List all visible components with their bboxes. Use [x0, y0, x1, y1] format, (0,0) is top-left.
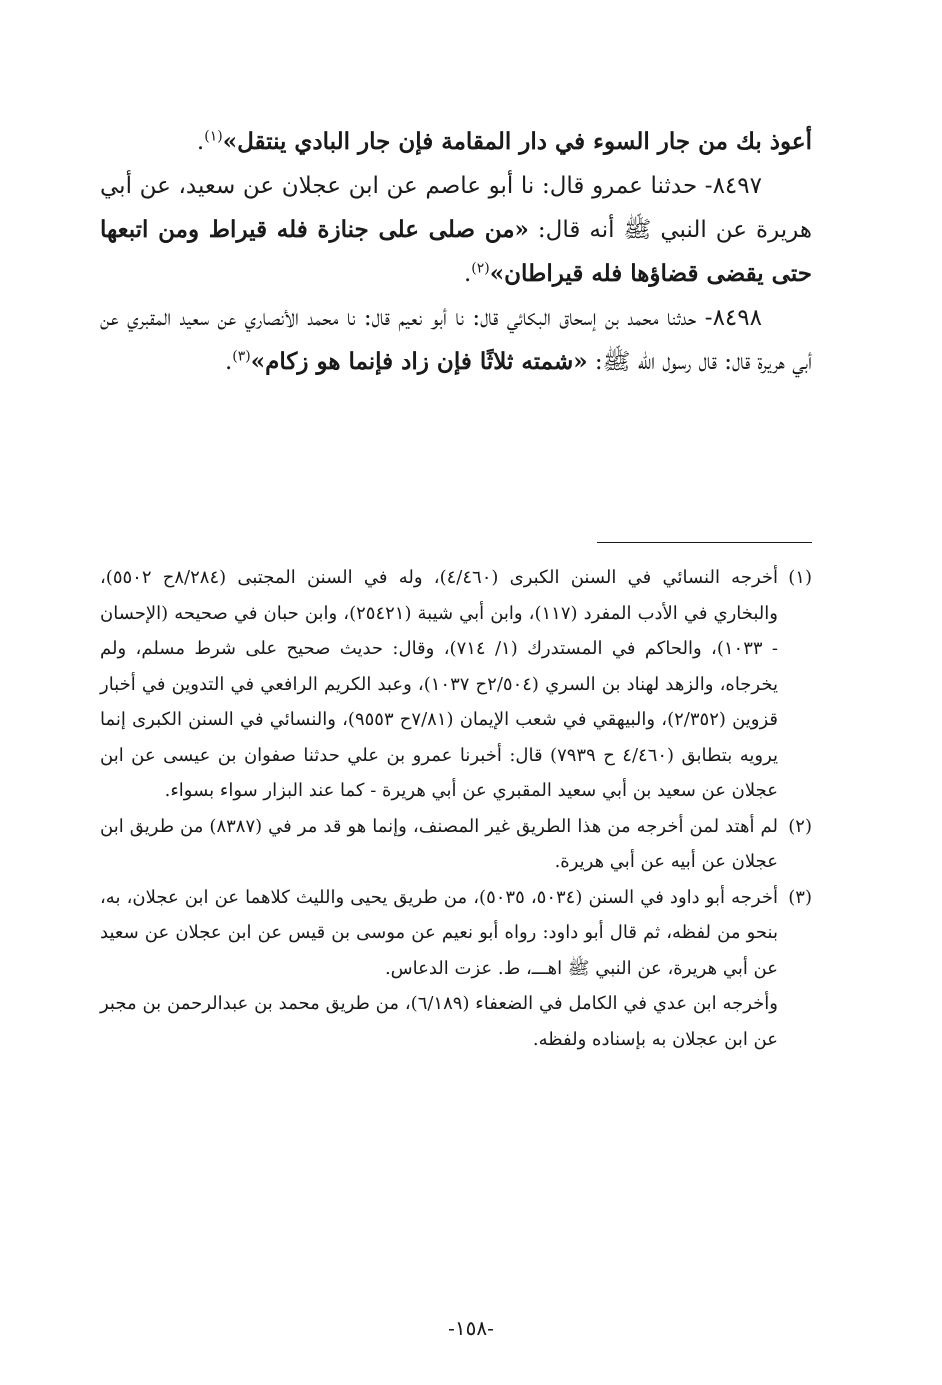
footnote-number: (٢)	[788, 815, 812, 837]
main-text-body	[100, 120, 812, 384]
footnote-text: أخرجه أبو داود في السنن (٥٠٣٤، ٥٠٣٥)، من طريق يحيى والليث كلاهما عن ابن عجلان، به، بنحو من لفظه، ثم قال أبو داود: رواه أبو نعيم عن موسى بن قيس عن ابن عجلان عن سعيد عن أبي هريرة، عن النبي ﷺ اهـــ، ط. عزت الدعاس.	[100, 886, 778, 979]
hadith-text-bold: أعوذ بك من جار السوء في دار المقامة فإن جار البادي ينتقل»	[222, 128, 812, 155]
footnote-ref-1[interactable]: (١)	[204, 128, 223, 145]
footnote-text: أخرجه النسائي في السنن الكبرى (٤/٤٦٠)، وله في السنن المجتبى (٨/٢٨٤ح ٥٥٠٢)، والبخاري في الأدب المفرد (١١٧)، وابن أبي شيبة (٢٥٤٢١)، وابن حبان في صحيحه (الإحسان - ١٠٣٣)، والحاكم في المستدرك (١/ ٧١٤)، وقال: حديث صحيح على شرط مسلم، ولم يخرجاه، والزهد لهناد بن السري (٢/٥٠٤ح ١٠٣٧)، وعبد الكريم الرافعي في التدوين في أخبار قزوين (٢/٣٥٢)، والبيهقي في شعب الإيمان (٧/٨١ح ٩٥٥٣)، والنسائي في السنن الكبرى إنما يرويه بتطابق (٤/٤٦٠ ح ٧٩٣٩) قال: أخبرنا عمرو بن علي حدثنا صفوان بن عيسى عن ابن عجلان عن سعيد بن أبي سعيد المقبري عن أبي هريرة - كما عند البزار سواء بسواء.	[100, 567, 779, 801]
paragraph-continuation	[100, 120, 812, 164]
footnote-3-continuation	[100, 986, 812, 1057]
hadith-text-bold: «من صلى على جنازة فله قيراط ومن اتبعها حتى يقضى قضاؤها فله قيراطان»	[100, 216, 812, 287]
hadith-isnad: ٨٤٩٨- حدثنا محمد بن إسحاق البكائي قال: نا أبو نعيم قال: نا محمد الأنصاري عن سعيد المقبري عن أبي هريرة قال: قال رسول الله ﷺ:	[100, 305, 812, 375]
footnote-text: وأخرجه ابن عدي في الكامل في الضعفاء (٦/١٨٩)، من طريق محمد بن عبدالرحمن بن مجبر عن ابن عجلان به بإسناده ولفظه.	[100, 993, 778, 1050]
paragraph-end: .	[196, 129, 205, 155]
footnote-number: (١)	[788, 567, 812, 588]
paragraph-end: .	[463, 261, 472, 287]
footnotes	[100, 560, 812, 1057]
hadith-8498	[100, 296, 812, 384]
footnote-divider	[597, 542, 812, 543]
hadith-8497	[100, 164, 812, 296]
hadith-text-bold: «شمته ثلاثًا فإن زاد فإنما هو زكام»	[250, 348, 588, 375]
page-number: -١٥٨-	[448, 1316, 494, 1340]
hadith-isnad: ٨٤٩٧- حدثنا عمرو قال: نا أبو عاصم عن ابن عجلان عن سعيد، عن أبي هريرة عن النبي ﷺ أنه قال:	[100, 173, 812, 243]
footnote-2	[100, 809, 812, 880]
footnote-number: (٣)	[788, 886, 812, 908]
footnote-text: لم أهتد لمن أخرجه من هذا الطريق غير المصنف، وإنما هو قد مر في (٨٣٨٧) من طريق ابن عجلان عن أبيه عن أبي هريرة.	[100, 815, 778, 872]
footnote-ref-3[interactable]: (٣)	[232, 348, 251, 365]
paragraph-end: .	[224, 349, 233, 375]
main-text	[100, 120, 812, 384]
footnote-1	[100, 560, 812, 809]
footnote-ref-2[interactable]: (٢)	[471, 260, 490, 277]
footnote-3	[100, 880, 812, 987]
